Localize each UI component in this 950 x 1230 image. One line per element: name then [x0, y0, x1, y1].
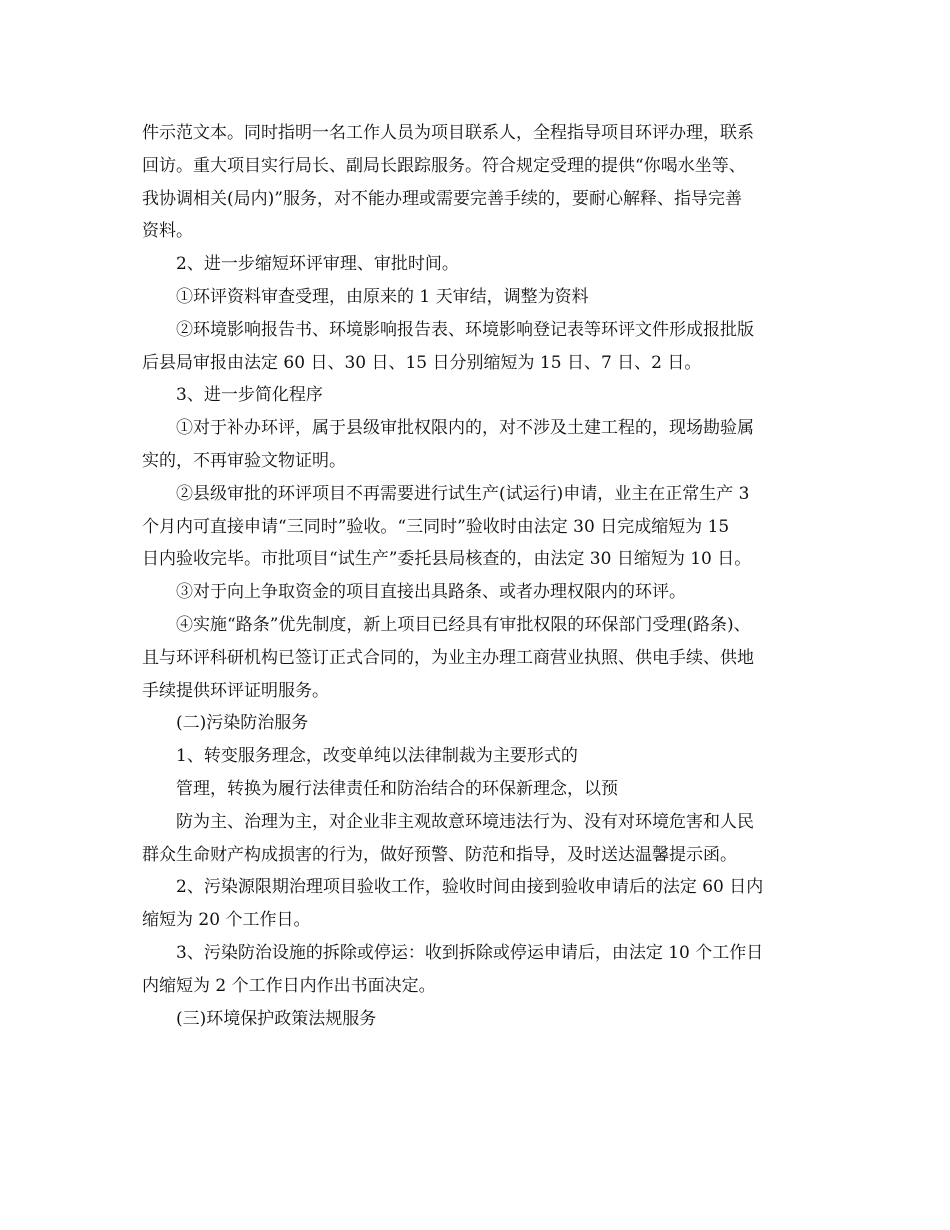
text-line: 管理，转换为履行法律责任和防治结合的环保新理念，以预 — [176, 778, 618, 799]
text-line: 回访。重大项目实行局长、副局长跟踪服务。符合规定受理的提供“你喝水坐等、 — [142, 155, 746, 176]
text-line: ③对于向上争取资金的项目直接出具路条、或者办理权限内的环评。 — [176, 582, 686, 603]
text-line: 缩短为 20 个工作日。 — [142, 910, 311, 931]
text-line: 3、污染防治设施的拆除或停运：收到拆除或停运申请后，由法定 10 个工作日 — [176, 942, 764, 963]
text-line: ②环境影响报告书、环境影响报告表、环境影响登记表等环评文件形成报批版 — [176, 319, 754, 340]
text-line: 1、转变服务理念，改变单纯以法律制裁为主要形式的 — [176, 746, 578, 767]
text-line: 防为主、治理为主，对企业非主观故意环境违法行为、没有对环境危害和人民 — [176, 811, 754, 832]
text-line: 日内验收完毕。市批项目“试生产”委托县局核查的，由法定 30 日缩短为 10 日。 — [142, 549, 752, 570]
text-line: 实的，不再审验文物证明。 — [142, 450, 346, 471]
text-line: 2、污染源限期治理项目验收工作，验收时间由接到验收申请后的法定 60 日内 — [176, 877, 764, 898]
text-line: 件示范文本。同时指明一名工作人员为项目联系人，全程指导项目环评办理，联系 — [142, 123, 754, 143]
text-line: 群众生命财产构成损害的行为，做好预警、防范和指导，及时送达温馨提示函。 — [142, 844, 737, 865]
text-line: 资料。 — [142, 221, 193, 242]
text-line: ④实施“路条”优先制度，新上项目已经具有审批权限的环保部门受理(路条)、 — [176, 614, 751, 635]
text-line: 且与环评科研机构已签订正式合同的，为业主办理工商营业执照、供电手续、供地 — [142, 647, 754, 668]
text-line: ②县级审批的环评项目不再需要进行试生产(试运行)申请，业主在正常生产 3 — [176, 483, 750, 504]
text-line: 后县局审报由法定 60 日、30 日、15 日分别缩短为 15 日、7 日、2 日。 — [142, 352, 702, 373]
text-line: 我协调相关(局内)”服务，对不能办理或需要完善手续的，要耐心解释、指导完善 — [142, 188, 742, 209]
text-line: 手续提供环评证明服务。 — [142, 680, 329, 701]
text-line: ①环评资料审查受理，由原来的 1 天审结，调整为资料 — [176, 286, 589, 307]
section-heading: (二)污染防治服务 — [176, 713, 309, 734]
document-body — [142, 117, 812, 1035]
text-line: 2、进一步缩短环评审理、审批时间。 — [176, 254, 459, 275]
text-line: 内缩短为 2 个工作日内作出书面决定。 — [142, 975, 436, 996]
text-line: 3、进一步简化程序 — [176, 385, 323, 406]
text-line: 个月内可直接申请“三同时”验收。“三同时”验收时由法定 30 日完成缩短为 15 — [142, 516, 730, 537]
section-heading: (三)环境保护政策法规服务 — [176, 1008, 377, 1029]
text-line: ①对于补办环评，属于县级审批权限内的，对不涉及土建工程的，现场勘验属 — [176, 418, 754, 439]
